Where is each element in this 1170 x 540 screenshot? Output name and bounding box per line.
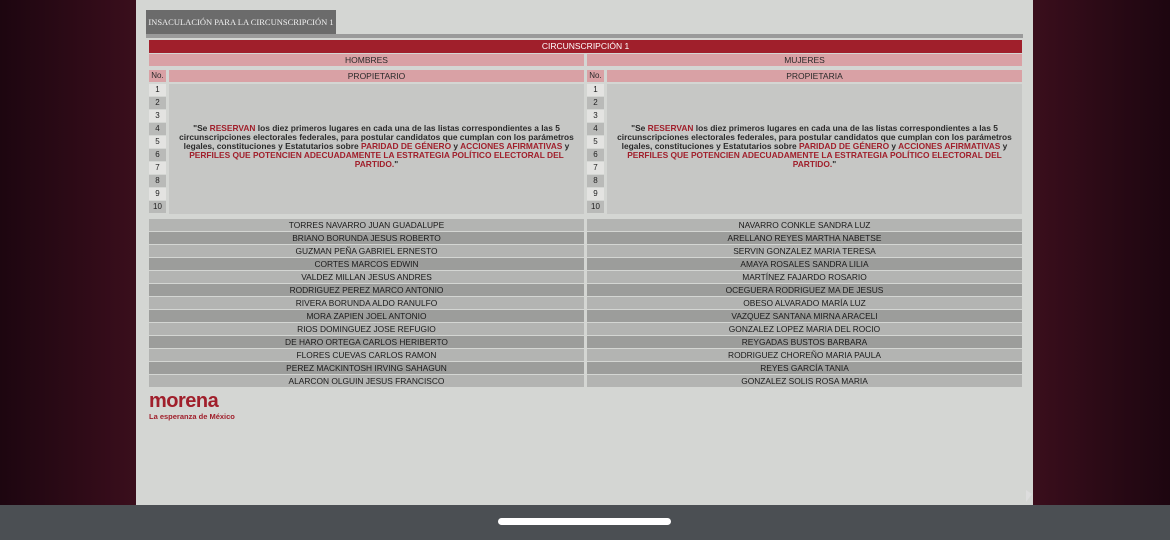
logo-wordmark: morena (149, 390, 219, 412)
candidate-row: RODRIGUEZ CHOREÑO MARIA PAULA (587, 349, 1022, 361)
mujeres-reserved-note (607, 84, 1022, 214)
hombres-no-header: No. (149, 70, 166, 82)
mouse-cursor-icon (1026, 490, 1032, 502)
row-number: 6 (149, 149, 166, 161)
row-number: 5 (149, 136, 166, 148)
morena-logo (149, 390, 235, 421)
row-number: 8 (587, 175, 604, 187)
row-number: 7 (149, 162, 166, 174)
row-number: 3 (149, 110, 166, 122)
circunscripcion-banner: CIRCUNSCRIPCIÓN 1 (149, 40, 1022, 53)
row-number: 10 (587, 201, 604, 213)
candidate-row: MARTÍNEZ FAJARDO ROSARIO (587, 271, 1022, 283)
left-background (0, 0, 136, 505)
candidate-row: REYES GARCÍA TANIA (587, 362, 1022, 374)
hombres-header: HOMBRES (149, 54, 584, 66)
candidate-row: CORTES MARCOS EDWIN (149, 258, 584, 270)
row-number: 7 (587, 162, 604, 174)
propietario-header: PROPIETARIO (169, 70, 584, 82)
candidate-row: VALDEZ MILLAN JESUS ANDRES (149, 271, 584, 283)
candidate-row: VAZQUEZ SANTANA MIRNA ARACELI (587, 310, 1022, 322)
candidate-row: FLORES CUEVAS CARLOS RAMON (149, 349, 584, 361)
row-number: 9 (587, 188, 604, 200)
mujeres-header: MUJERES (587, 54, 1022, 66)
row-number: 1 (587, 84, 604, 96)
hombres-reserved-note (169, 84, 584, 214)
tab-underline (146, 34, 1023, 38)
candidate-row: ALARCON OLGUIN JESUS FRANCISCO (149, 375, 584, 387)
candidate-row: GUZMAN PEÑA GABRIEL ERNESTO (149, 245, 584, 257)
home-indicator[interactable] (498, 518, 671, 525)
candidate-row: RIOS DOMINGUEZ JOSE REFUGIO (149, 323, 584, 335)
row-number: 2 (587, 97, 604, 109)
reserved-quote: "Se RESERVAN los diez primeros lugares en cada una de las listas correspondientes a las 5 circunscripciones electorales federales, para postular candidatos que cumplan con los parámetros legales, constituciones y Estatutarios sobre PARIDAD DE GÉNERO y ACCIONES AFIRMATIVAS y PERFILES QUE POTENCIEN ADECUADAMENTE LA ESTRATEGIA POLÍTICO ELECTORAL DEL PARTIDO." (617, 123, 1012, 169)
candidate-row: RODRIGUEZ PEREZ MARCO ANTONIO (149, 284, 584, 296)
row-number: 4 (149, 123, 166, 135)
row-number: 3 (587, 110, 604, 122)
right-background (1033, 0, 1170, 505)
candidate-row: OCEGUERA RODRIGUEZ MA DE JESUS (587, 284, 1022, 296)
mujeres-no-header: No. (587, 70, 604, 82)
row-number: 10 (149, 201, 166, 213)
candidate-row: AMAYA ROSALES SANDRA LILIA (587, 258, 1022, 270)
circunscripcion-tab[interactable]: INSACULACIÓN PARA LA CIRCUNSCRIPCIÓN 1 (146, 10, 336, 34)
row-number: 1 (149, 84, 166, 96)
candidate-row: DE HARO ORTEGA CARLOS HERIBERTO (149, 336, 584, 348)
document-page (136, 0, 1033, 505)
candidate-row: BRIANO BORUNDA JESUS ROBERTO (149, 232, 584, 244)
logo-tagline: La esperanza de México (149, 412, 235, 421)
row-number: 4 (587, 123, 604, 135)
row-number: 5 (587, 136, 604, 148)
candidate-row: OBESO ALVARADO MARÍA LUZ (587, 297, 1022, 309)
candidate-row: SERVIN GONZALEZ MARIA TERESA (587, 245, 1022, 257)
row-number: 8 (149, 175, 166, 187)
candidate-row: NAVARRO CONKLE SANDRA LUZ (587, 219, 1022, 231)
reserved-quote: "Se RESERVAN los diez primeros lugares en cada una de las listas correspondientes a las 5 circunscripciones electorales federales, para postular candidatos que cumplan con los parámetros legales, constituciones y Estatutarios sobre PARIDAD DE GÉNERO y ACCIONES AFIRMATIVAS y PERFILES QUE POTENCIEN ADECUADAMENTE LA ESTRATEGIA POLÍTICO ELECTORAL DEL PARTIDO." (179, 123, 574, 169)
propietaria-header: PROPIETARIA (607, 70, 1022, 82)
candidate-row: GONZALEZ SOLIS ROSA MARIA (587, 375, 1022, 387)
candidate-row: REYGADAS BUSTOS BARBARA (587, 336, 1022, 348)
candidate-row: TORRES NAVARRO JUAN GUADALUPE (149, 219, 584, 231)
candidate-row: PEREZ MACKINTOSH IRVING SAHAGUN (149, 362, 584, 374)
row-number: 2 (149, 97, 166, 109)
candidate-row: RIVERA BORUNDA ALDO RANULFO (149, 297, 584, 309)
candidate-row: MORA ZAPIEN JOEL ANTONIO (149, 310, 584, 322)
candidate-row: GONZALEZ LOPEZ MARIA DEL ROCIO (587, 323, 1022, 335)
candidate-row: ARELLANO REYES MARTHA NABETSE (587, 232, 1022, 244)
row-number: 6 (587, 149, 604, 161)
row-number: 9 (149, 188, 166, 200)
